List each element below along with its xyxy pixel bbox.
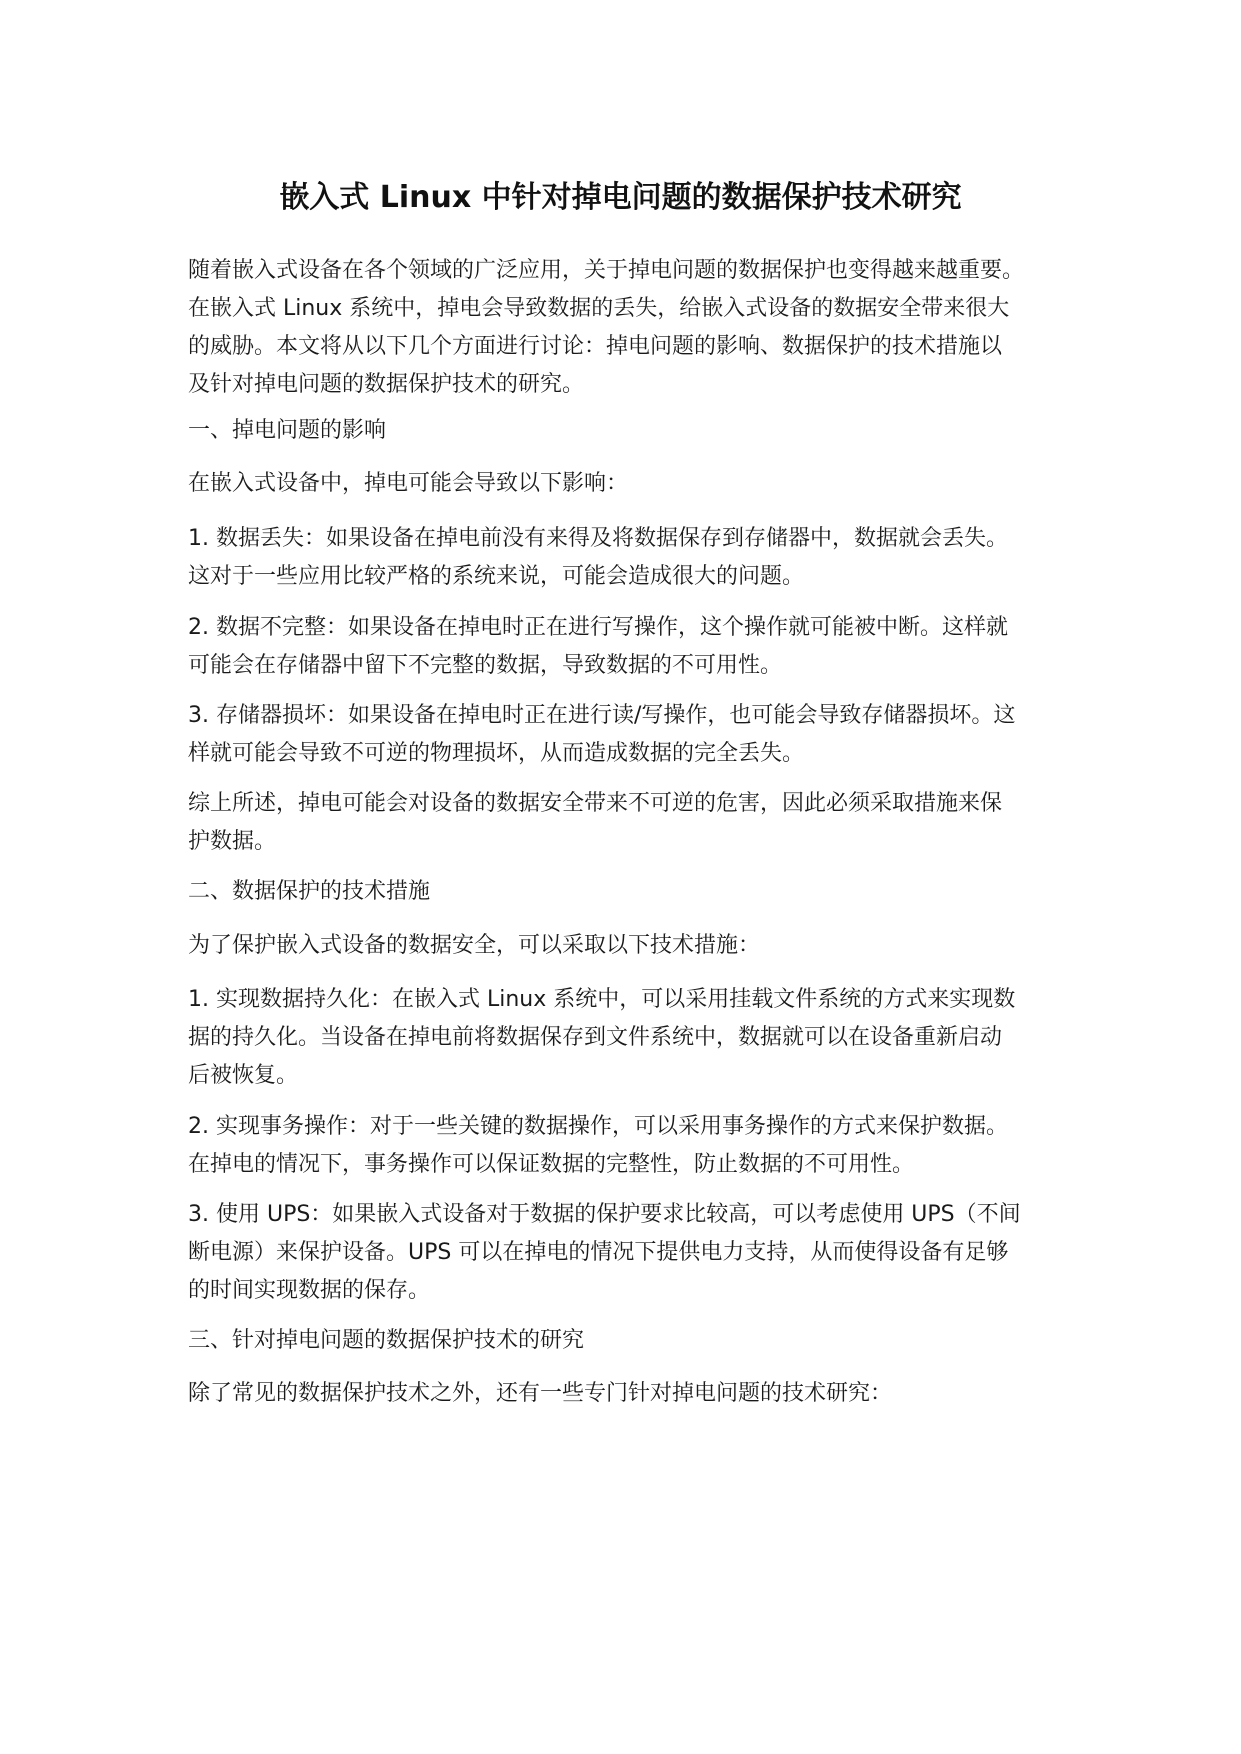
section1-item-2: 2. 数据不完整：如果设备在掉电时正在进行写操作，这个操作就可能被中断。这样就 可能会在存储器中留下不完整的数据，导致数据的不可用性。 [188,615,1008,678]
section2-item-1: 1. 实现数据持久化：在嵌入式 Linux 系统中，可以采用挂载文件系统的方式来实现数 据的持久化。当设备在掉电前将数据保存到文件系统中，数据就可以在设备重新启动 后被恢复。 [188,987,1016,1088]
section1-heading: 一、掉电问题的影响 [188,418,387,443]
section2-heading: 二、数据保护的技术措施 [188,879,431,904]
section2-item-2: 2. 实现事务操作：对于一些关键的数据操作，可以采用事务操作的方式来保护数据。 在掉电的情况下，事务操作可以保证数据的完整性，防止数据的不可用性。 [188,1114,1008,1177]
intro-line: 在嵌入式 Linux 系统中，掉电会导致数据的丢失，给嵌入式设备的数据安全带来很大 [188,296,1010,321]
document-title: 嵌入式 Linux 中针对掉电问题的数据保护技术研究 [279,180,962,215]
intro-line: 及针对掉电问题的数据保护技术的研究。 [188,372,585,397]
section1-lead: 在嵌入式设备中，掉电可能会导致以下影响： [188,471,629,496]
section1-summary: 综上所述，掉电可能会对设备的数据安全带来不可逆的危害，因此必须采取措施来保 护数据。 [188,791,1003,854]
section3-lead: 除了常见的数据保护技术之外，还有一些专门针对掉电问题的技术研究： [188,1381,893,1406]
intro-line: 随着嵌入式设备在各个领域的广泛应用，关于掉电问题的数据保护也变得越来越重要。 [188,258,1025,283]
section1-item-3: 3. 存储器损坏：如果设备在掉电时正在进行读/写操作，也可能会导致存储器损坏。这 样就可能会导致不可逆的物理损坏，从而造成数据的完全丢失。 [188,703,1016,766]
intro-paragraph [188,252,1024,404]
intro-line: 的威胁。本文将从以下几个方面进行讨论：掉电问题的影响、数据保护的技术措施以 [188,334,1003,359]
section3-heading: 三、针对掉电问题的数据保护技术的研究 [188,1328,585,1353]
section2-lead: 为了保护嵌入式设备的数据安全，可以采取以下技术措施： [188,933,761,958]
section2-item-3: 3. 使用 UPS：如果嵌入式设备对于数据的保护要求比较高，可以考虑使用 UPS（不间 断电源）来保护设备。UPS 可以在掉电的情况下提供电力支持，从而使得设备有足够 的时间实现数据的保存。 [188,1202,1021,1303]
section1-item-1: 1. 数据丢失：如果设备在掉电前没有来得及将数据保存到存储器中，数据就会丢失。 这对于一些应用比较严格的系统来说，可能会造成很大的问题。 [188,526,1008,589]
